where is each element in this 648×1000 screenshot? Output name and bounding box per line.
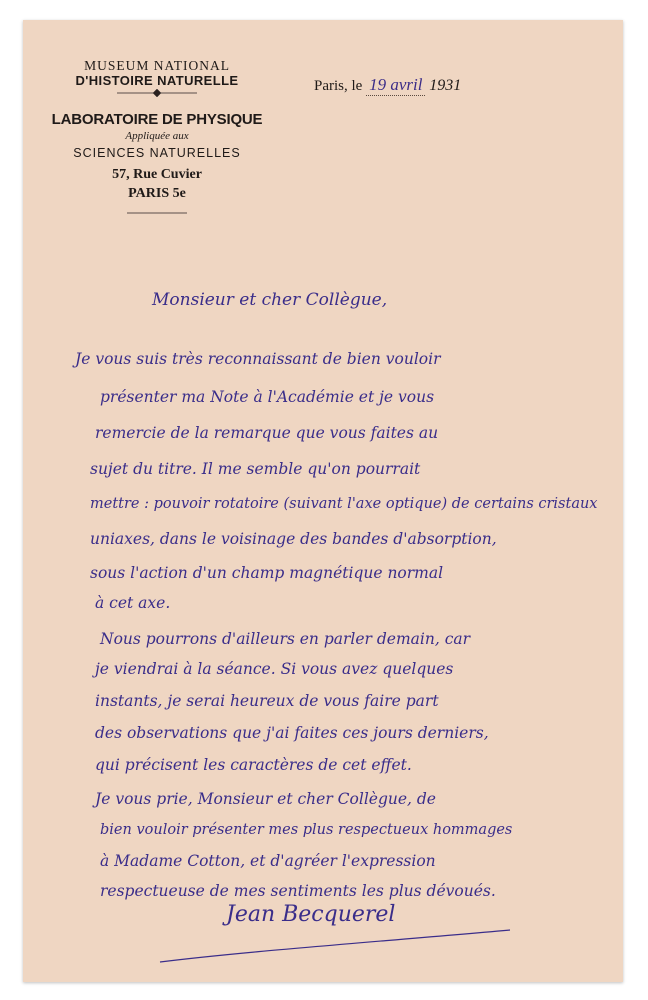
letterhead-institution-sub: D'HISTOIRE NATURELLE <box>75 72 239 88</box>
signature-flourish <box>150 922 530 972</box>
letter-line: instants, je serai heureux de vous faire part <box>95 692 439 710</box>
signature: Jean Becquerel <box>226 902 396 927</box>
letter-line: je viendrai à la séance. Si vous avez quelques <box>95 660 454 678</box>
letter-line: à cet axe. <box>95 594 171 612</box>
letter-line: respectueuse de mes sentiments les plus dévoués. <box>100 882 496 900</box>
letter-line: des observations que j'ai faites ces jours derniers, <box>95 724 489 742</box>
letterhead <box>48 58 266 216</box>
letter-line: présenter ma Note à l'Académie et je vous <box>100 388 435 406</box>
letterhead-laboratory: LABORATOIRE DE PHYSIQUE <box>51 111 263 129</box>
letter-line: à Madame Cotton, et d'agréer l'expression <box>100 852 436 870</box>
letter-line: Je vous suis très reconnaissant de bien vouloir <box>75 350 441 368</box>
dateline-year: 1931 <box>429 77 462 94</box>
letter-line: uniaxes, dans le voisinage des bandes d'absorption, <box>90 530 497 548</box>
letter-line: mettre : pouvoir rotatoire (suivant l'axe optique) de certains cristaux <box>90 496 598 512</box>
letterhead-institution: MUSEUM NATIONAL <box>84 58 230 73</box>
ornament-divider-bottom <box>127 210 187 216</box>
dateline-prefix: Paris, le <box>314 78 363 94</box>
ornament-divider <box>117 89 197 97</box>
letterhead-city: PARIS 5e <box>128 185 186 201</box>
letter-line: sous l'action d'un champ magnétique normal <box>90 564 444 582</box>
letter-line: Nous pourrons d'ailleurs en parler demain, car <box>100 630 471 648</box>
letter-line: Je vous prie, Monsieur et cher Collègue, de <box>95 790 436 808</box>
dateline <box>314 75 461 96</box>
letterhead-address: 57, Rue Cuvier <box>112 166 202 182</box>
dateline-date: 19 avril <box>366 75 425 96</box>
letter-line: sujet du titre. Il me semble qu'on pourrait <box>90 460 421 478</box>
letter-line: bien vouloir présenter mes plus respectueux hommages <box>100 822 513 838</box>
letter-line: qui précisent les caractères de cet effet. <box>95 756 412 774</box>
letterhead-sciences: SCIENCES NATURELLES <box>73 146 241 161</box>
letter-line: remercie de la remarque que vous faites au <box>95 424 439 442</box>
letterhead-applied: Appliquée aux <box>125 129 189 142</box>
salutation: Monsieur et cher Collègue, <box>152 290 388 310</box>
